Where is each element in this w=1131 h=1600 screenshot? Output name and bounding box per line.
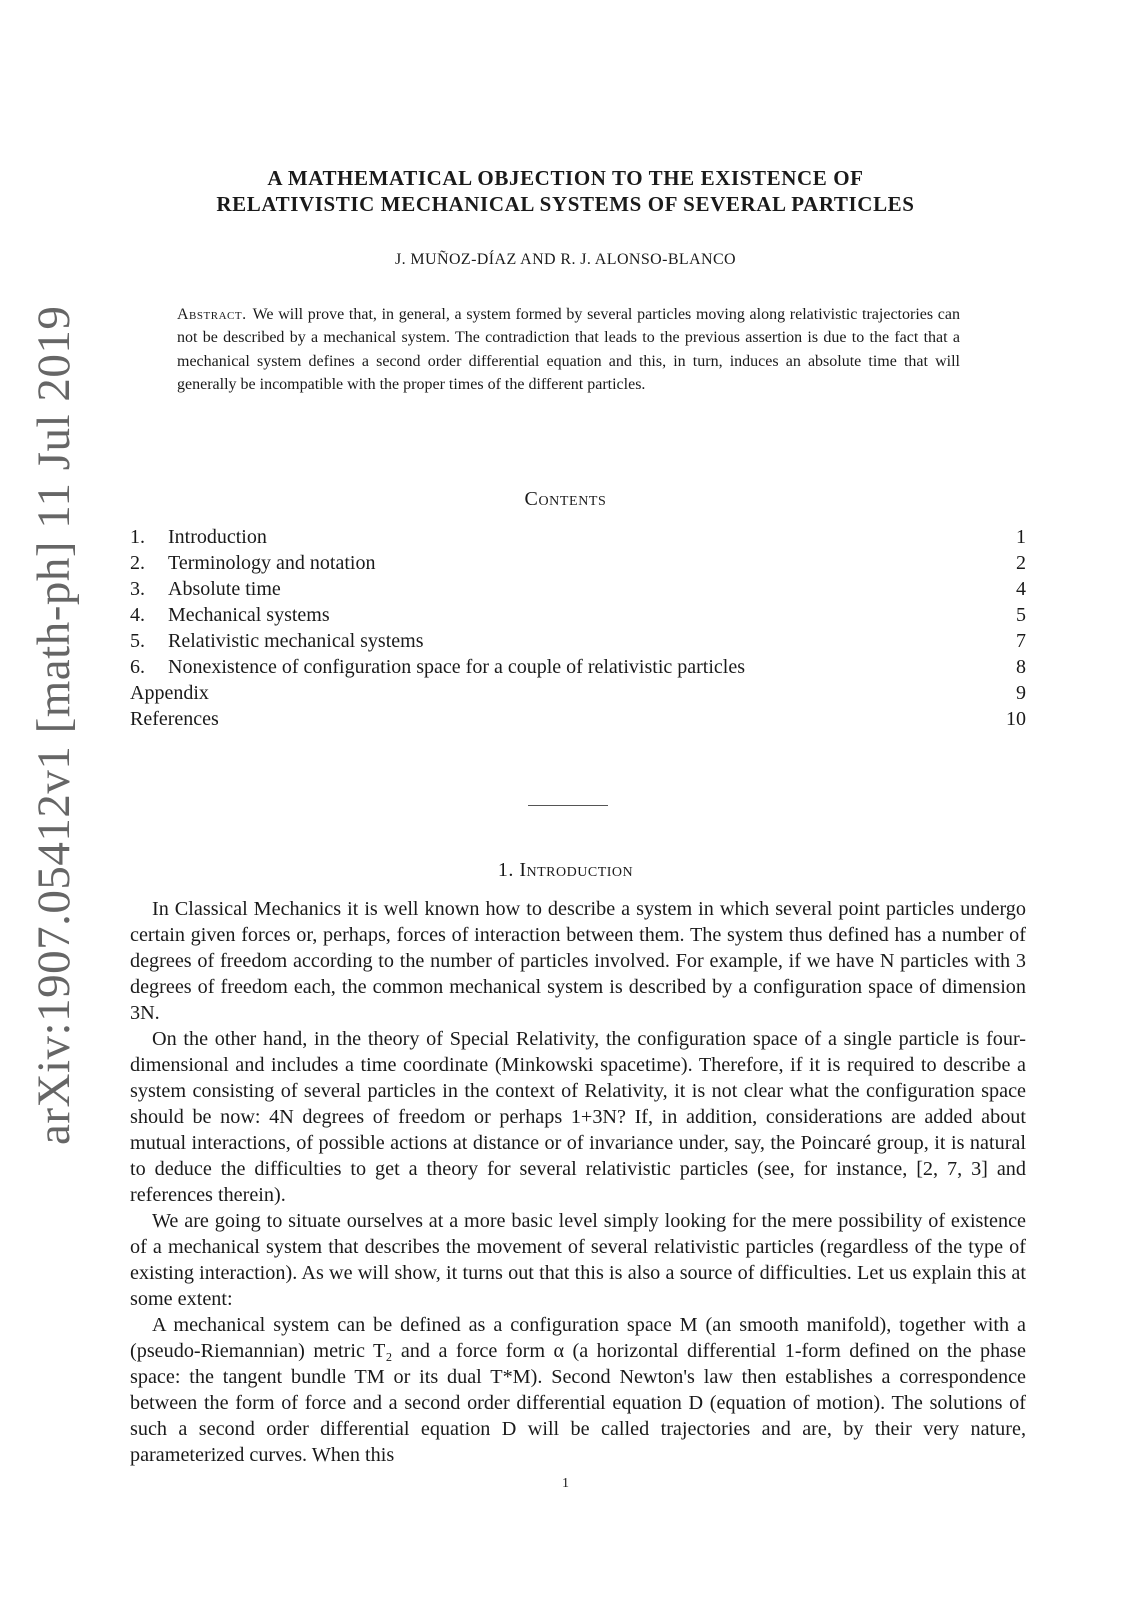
toc-entry-page: 9 xyxy=(1016,682,1026,704)
toc-entry-page: 8 xyxy=(1016,656,1026,678)
toc-entry-page: 1 xyxy=(1016,526,1026,548)
paragraph: On the other hand, in the theory of Special Relativity, the configuration space of a single particle is four-dimensional and includes a time coordinate (Minkowski spacetime). Therefore, if it is required to describe a system consisting of several particles in the context of Relativity, it is not clear what the configuration space should be now: 4N degrees of freedom or perhaps 1+3N? If, in addition, considerations are added about mutual interactions, of possible actions at distance or of invariance under, say, the Poincaré group, it is natural to deduce the difficulties to get a theory for several relativistic particles (see, for instance, [2, 7, 3] and references therein). xyxy=(130,1028,1026,1206)
section-divider xyxy=(528,805,608,806)
toc-entry[interactable] xyxy=(130,524,1026,550)
section-title: Introduction xyxy=(519,859,634,881)
toc-entry-number: 1. xyxy=(130,526,145,548)
toc-entry[interactable] xyxy=(130,654,1026,680)
toc-entry-page: 5 xyxy=(1016,604,1026,626)
toc-entry-page: 4 xyxy=(1016,578,1026,600)
section-heading-introduction xyxy=(100,859,1031,882)
abstract xyxy=(177,303,960,396)
toc-entry-number: 3. xyxy=(130,578,145,600)
toc-entry-title: Appendix xyxy=(130,682,209,704)
toc-entry[interactable] xyxy=(130,576,1026,602)
title-line-1: A MATHEMATICAL OBJECTION TO THE EXISTENCE OF xyxy=(267,166,864,190)
toc-entry[interactable] xyxy=(130,680,1026,706)
section-number: 1. xyxy=(497,859,514,881)
arxiv-identifier-stamp: arXiv:1907.05412v1 [math-ph] 11 Jul 2019 xyxy=(28,305,80,1145)
toc-entry-title: References xyxy=(130,708,219,730)
toc-entry-page: 2 xyxy=(1016,552,1026,574)
toc-entry-title: Introduction xyxy=(168,526,267,548)
toc-entry-page: 7 xyxy=(1016,630,1026,652)
paragraph: A mechanical system can be defined as a configuration space M (an smooth manifold), together with a (pseudo-Riemannian) metric T₂ and a force form α (a horizontal differential 1-form defined on the phase space: the tangent bundle TM or its dual T*M). Second Newton's law then establishes a correspondence between the form of force and a second order differential equation D (equation of motion). The solutions of such a second order differential equation D will be called trajectories and are, by their very nature, parameterized curves. When this xyxy=(130,1314,1026,1466)
toc-entry-page: 10 xyxy=(1006,708,1026,730)
toc-entry[interactable] xyxy=(130,550,1026,576)
toc-entry[interactable] xyxy=(130,602,1026,628)
toc-entry-number: 4. xyxy=(130,604,145,626)
page-number: 1 xyxy=(562,1476,569,1491)
paper-title xyxy=(100,165,1031,217)
title-line-2: RELATIVISTIC MECHANICAL SYSTEMS OF SEVERAL PARTICLES xyxy=(216,192,915,216)
contents-heading: Contents xyxy=(524,488,607,510)
toc-entry-title: Nonexistence of configuration space for a couple of relativistic particles xyxy=(168,656,745,678)
toc-entry-title: Mechanical systems xyxy=(168,604,330,626)
paragraph: We are going to situate ourselves at a more basic level simply looking for the mere possibility of existence of a mechanical system that describes the movement of several relativistic particles (regardless of the type of existing interaction). As we will show, it turns out that this is also a source of difficulties. Let us explain this at some extent: xyxy=(130,1210,1026,1310)
abstract-label: Abstract. xyxy=(177,306,247,323)
toc-entry[interactable] xyxy=(130,706,1026,732)
toc-entry-title: Terminology and notation xyxy=(168,552,376,574)
abstract-text: We will prove that, in general, a system formed by several particles moving along relativistic trajectories can not be described by a mechanical system. The contradiction that leads to the previous assertion is due to the fact that a mechanical system defines a second order differential equation and this, in turn, induces an absolute time that will generally be incompatible with the proper times of the different particles. xyxy=(177,306,960,393)
toc-entry-number: 6. xyxy=(130,656,145,678)
toc-entry-title: Relativistic mechanical systems xyxy=(168,630,424,652)
section-body xyxy=(130,896,1026,1468)
toc-entry[interactable] xyxy=(130,628,1026,654)
paper-authors: J. MUÑOZ-DÍAZ AND R. J. ALONSO-BLANCO xyxy=(394,251,737,268)
toc-entry-number: 2. xyxy=(130,552,145,574)
toc-entry-number: 5. xyxy=(130,630,145,652)
toc-entry-title: Absolute time xyxy=(168,578,281,600)
paragraph: In Classical Mechanics it is well known how to describe a system in which several point particles undergo certain given forces or, perhaps, forces of interaction between them. The system thus defined has a number of degrees of freedom according to the number of particles involved. For example, if we have N particles with 3 degrees of freedom each, the common mechanical system is described by a configuration space of dimension 3N. xyxy=(130,898,1026,1024)
table-of-contents xyxy=(130,524,1026,732)
